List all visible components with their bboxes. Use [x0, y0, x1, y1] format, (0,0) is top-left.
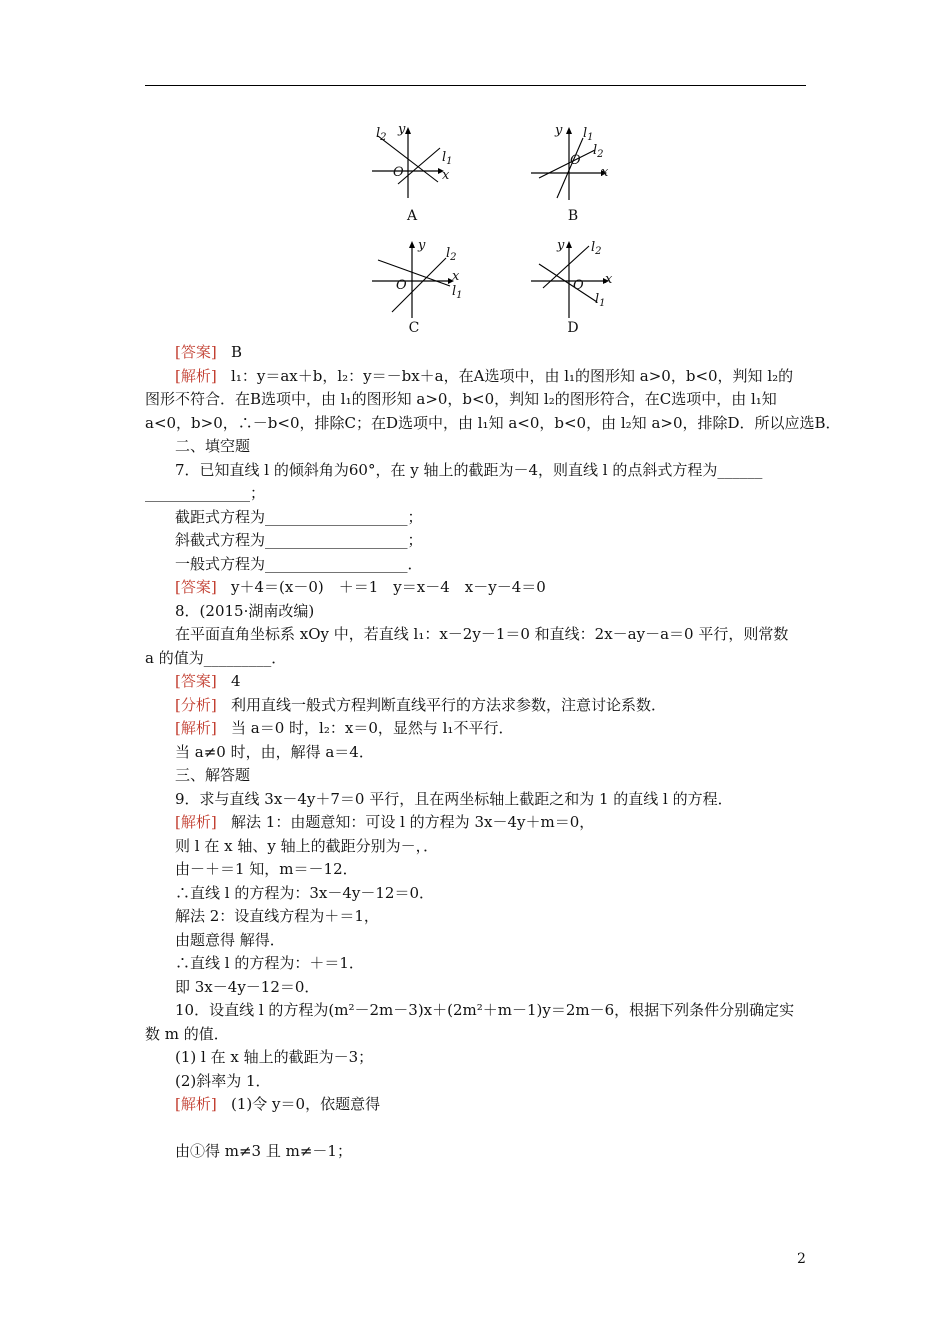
q6-analysis-3: a<0，b>0，∴－b<0，排除C；在D选项中，由 l₁知 a<0，b<0，由 l₂知 a>0，排除D．所以应选B．: [145, 413, 841, 432]
figure-a-caption: A: [406, 208, 418, 224]
q7-slope-intercept-form: 斜截式方程为___________________；: [175, 531, 423, 549]
q6-answer: [145, 341, 807, 365]
l1-label: $l_1$: [583, 126, 594, 143]
answer-tag: [答案]: [175, 578, 217, 596]
q8-stem-1: 8．(2015·湖南改编): [175, 601, 315, 620]
y-axis-label: y: [555, 123, 563, 138]
q10-stem-1: 10．设直线 l 的方程为(m²－2m－3)x＋(2m²＋m－1)y＝2m－6，根据下列条件分别确定实: [175, 1001, 795, 1019]
section-solutions: 三、解答题: [175, 766, 251, 784]
x-axis-label: x: [605, 272, 613, 287]
fenxi-tag: [分析]: [175, 695, 217, 714]
q9-line-6: 由题意得 解得．: [175, 930, 285, 949]
l1-label: $l_1$: [452, 284, 463, 301]
figure-c: [368, 236, 468, 318]
q6-analysis-1: [145, 365, 807, 389]
q7-answer: [145, 576, 807, 600]
l2-label: $l_2$: [446, 246, 457, 263]
answer-tag: [答案]: [175, 343, 217, 361]
q7-intercept-form: 截距式方程为___________________；: [175, 507, 423, 526]
section-fill-blank: 二、填空题: [175, 437, 251, 455]
y-axis-label: y: [557, 238, 565, 253]
q9-stem: 9．求与直线 3x－4y＋7＝0 平行，且在两坐标轴上截距之和为 1 的直线 l 的方程．: [175, 789, 733, 808]
q8-answer: [145, 670, 807, 694]
analysis-text: 当 a＝0 时，l₂：x＝0，显然与 l₁不平行．: [231, 719, 514, 737]
origin-label: O: [573, 278, 584, 293]
analysis-tag: [解析]: [175, 1095, 217, 1113]
q6-analysis-2: 图形不符合．在B选项中，由 l₁的图形知 a>0，b<0，判知 l₂的图形符合，在C选项中，由 l₁知: [145, 390, 777, 408]
x-axis-label: x: [452, 269, 460, 284]
q8-stem-3: a 的值为_________．: [145, 648, 287, 667]
fenxi-text: 利用直线一般式方程判断直线平行的方法求参数，注意讨论系数．: [231, 695, 667, 714]
y-axis-label: y: [398, 122, 406, 137]
answer-text: B: [231, 343, 243, 361]
l2-label: $l_2$: [591, 240, 602, 257]
y-axis-label: y: [418, 238, 426, 253]
q7-stem-cont: ______________；: [145, 484, 266, 502]
l1-label: $l_1$: [595, 292, 606, 309]
figure-b-caption: B: [567, 208, 579, 224]
q9-analysis-1: [145, 811, 807, 835]
q8-analysis-2: 当 a≠0 时，由，解得 a＝4．: [175, 742, 374, 761]
q9-line-8: 即 3x－4y－12＝0．: [175, 977, 320, 996]
analysis-tag: [解析]: [175, 719, 217, 737]
l2-label: $l_2$: [376, 126, 387, 143]
q8-fenxi: [145, 694, 807, 718]
x-axis-label: x: [601, 165, 609, 180]
figure-b: [527, 120, 627, 200]
q7-stem: 7．已知直线 l 的倾斜角为60°，在 y 轴上的截距为－4，则直线 l 的点斜式方程为______: [175, 460, 763, 479]
q9-line-4: ∴直线 l 的方程为：3x－4y－12＝0．: [175, 883, 434, 902]
q10-condition-2: (2)斜率为 1．: [175, 1071, 271, 1090]
analysis-tag: [解析]: [175, 366, 217, 385]
figure-a: [368, 120, 468, 200]
l2-label: $l_2$: [593, 143, 604, 160]
document-body: [145, 341, 841, 1164]
analysis-text: (1)令 y＝0，依题意得: [231, 1095, 381, 1113]
figure-d-caption: D: [567, 320, 579, 336]
origin-label: O: [393, 165, 404, 180]
header-rule: [145, 85, 806, 86]
figure-d: [527, 236, 627, 318]
analysis-text: 解法 1：由题意知：可设 l 的方程为 3x－4y＋m＝0，: [231, 813, 595, 831]
q9-line-2: 则 l 在 x 轴、y 轴上的截距分别为－，．: [175, 836, 439, 855]
q7-general-form: 一般式方程为___________________．: [175, 554, 423, 573]
equation-gap: [145, 1117, 807, 1141]
q8-analysis-1: [145, 717, 807, 741]
analysis-tag: [解析]: [175, 813, 217, 831]
q8-stem-2: 在平面直角坐标系 xOy 中，若直线 l₁：x－2y－1＝0 和直线：2x－ay－a＝0 平行，则常数: [175, 625, 789, 643]
x-axis-label: x: [442, 168, 450, 183]
origin-label: O: [396, 278, 407, 293]
q9-line-5: 解法 2：设直线方程为＋＝1，: [175, 907, 379, 925]
q10-analysis-1: [145, 1093, 807, 1117]
figure-c-caption: C: [408, 320, 420, 336]
page-number: 2: [797, 1251, 806, 1267]
q10-analysis-2: 由①得 m≠3 且 m≠－1；: [175, 1142, 352, 1160]
origin-label: O: [570, 153, 581, 168]
analysis-text: l₁：y＝ax＋b，l₂：y＝－bx＋a，在A选项中，由 l₁的图形知 a>0，b<0，判知 l₂的: [231, 366, 794, 385]
answer-text: y＋4＝(x－0) ＋＝1 y＝x－4 x－y－4＝0: [231, 578, 546, 596]
q10-condition-1: (1) l 在 x 轴上的截距为－3；: [175, 1048, 374, 1066]
q10-stem-2: 数 m 的值．: [145, 1024, 229, 1043]
answer-tag: [答案]: [175, 672, 217, 690]
answer-text: 4: [231, 672, 241, 690]
l1-label: $l_1$: [442, 150, 453, 167]
q9-line-7: ∴直线 l 的方程为：＋＝1．: [175, 954, 364, 972]
q9-line-3: 由－＋＝1 知，m＝－12．: [175, 860, 358, 878]
